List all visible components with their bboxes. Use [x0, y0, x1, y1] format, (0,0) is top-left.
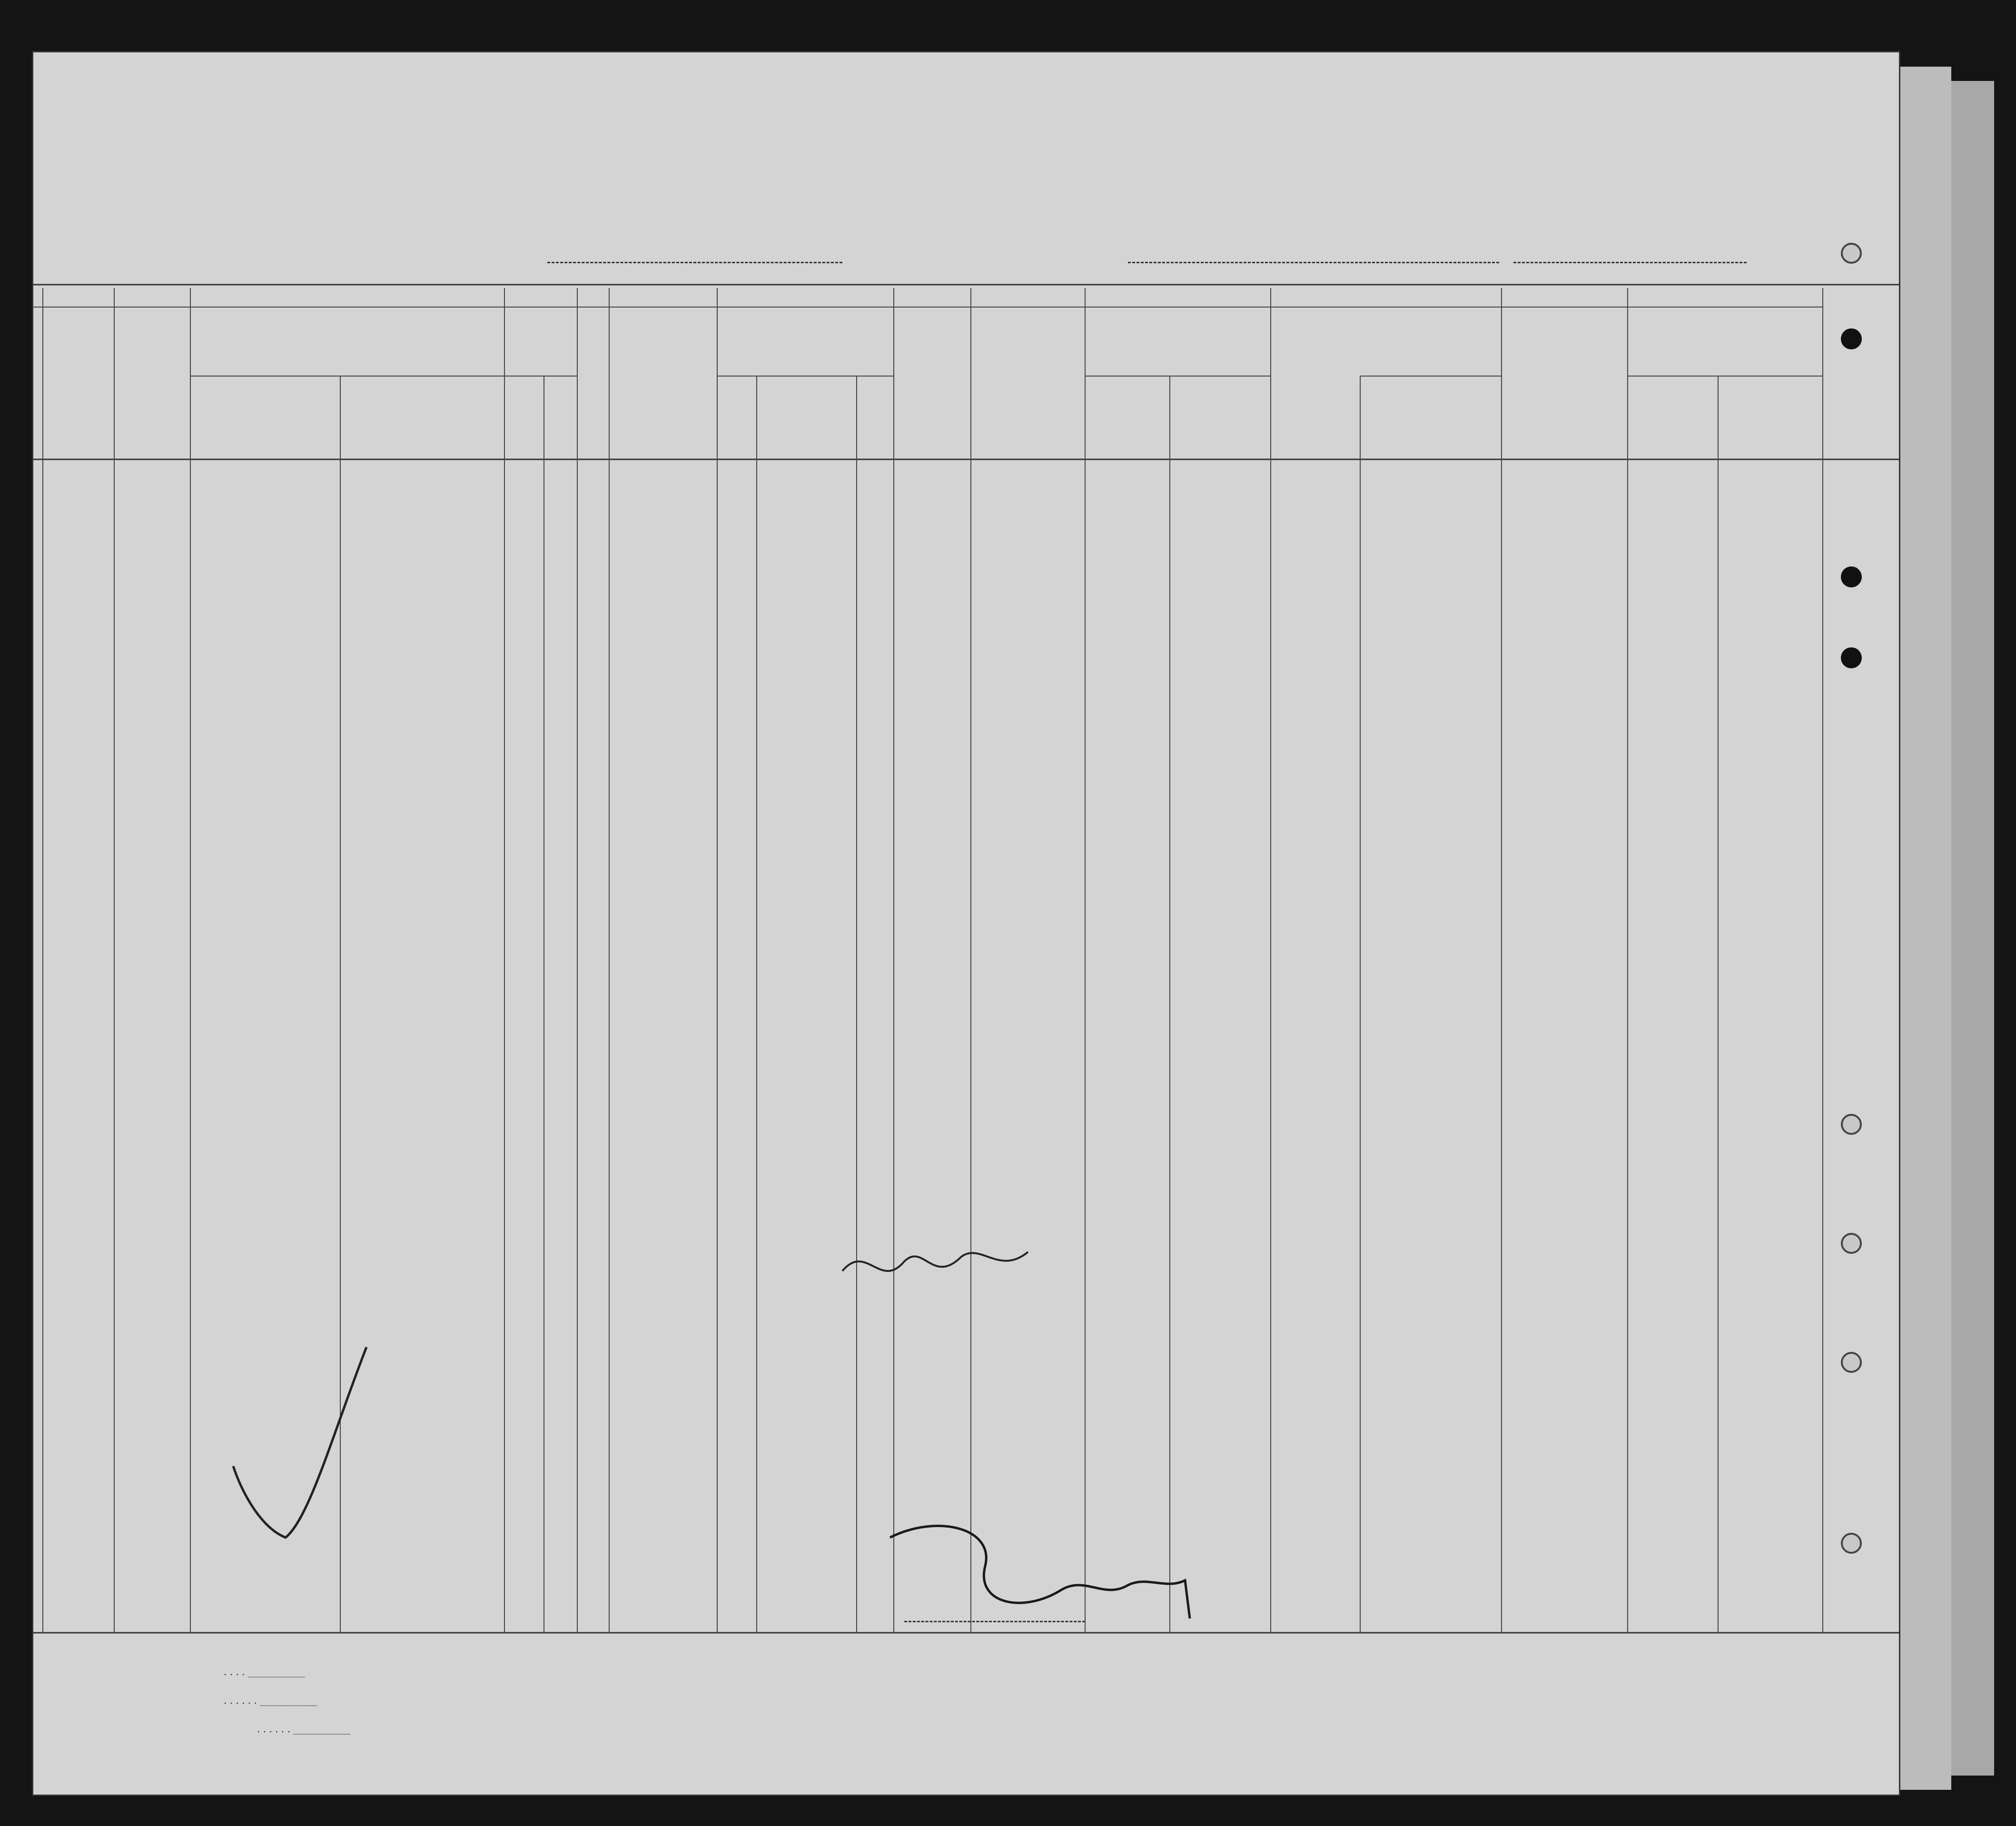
- aliens-row: . . . . . . ____________: [257, 1723, 351, 1735]
- officer-signature-icon: [838, 1233, 1066, 1300]
- purser-signature-icon: [880, 1509, 1214, 1642]
- manifest-sheet: [33, 52, 1899, 1795]
- total-passengers-row: . . . . ____________: [224, 1666, 305, 1677]
- us-citizens-row: . . . . . . ____________: [224, 1695, 317, 1706]
- check-mark-icon: [214, 1338, 405, 1576]
